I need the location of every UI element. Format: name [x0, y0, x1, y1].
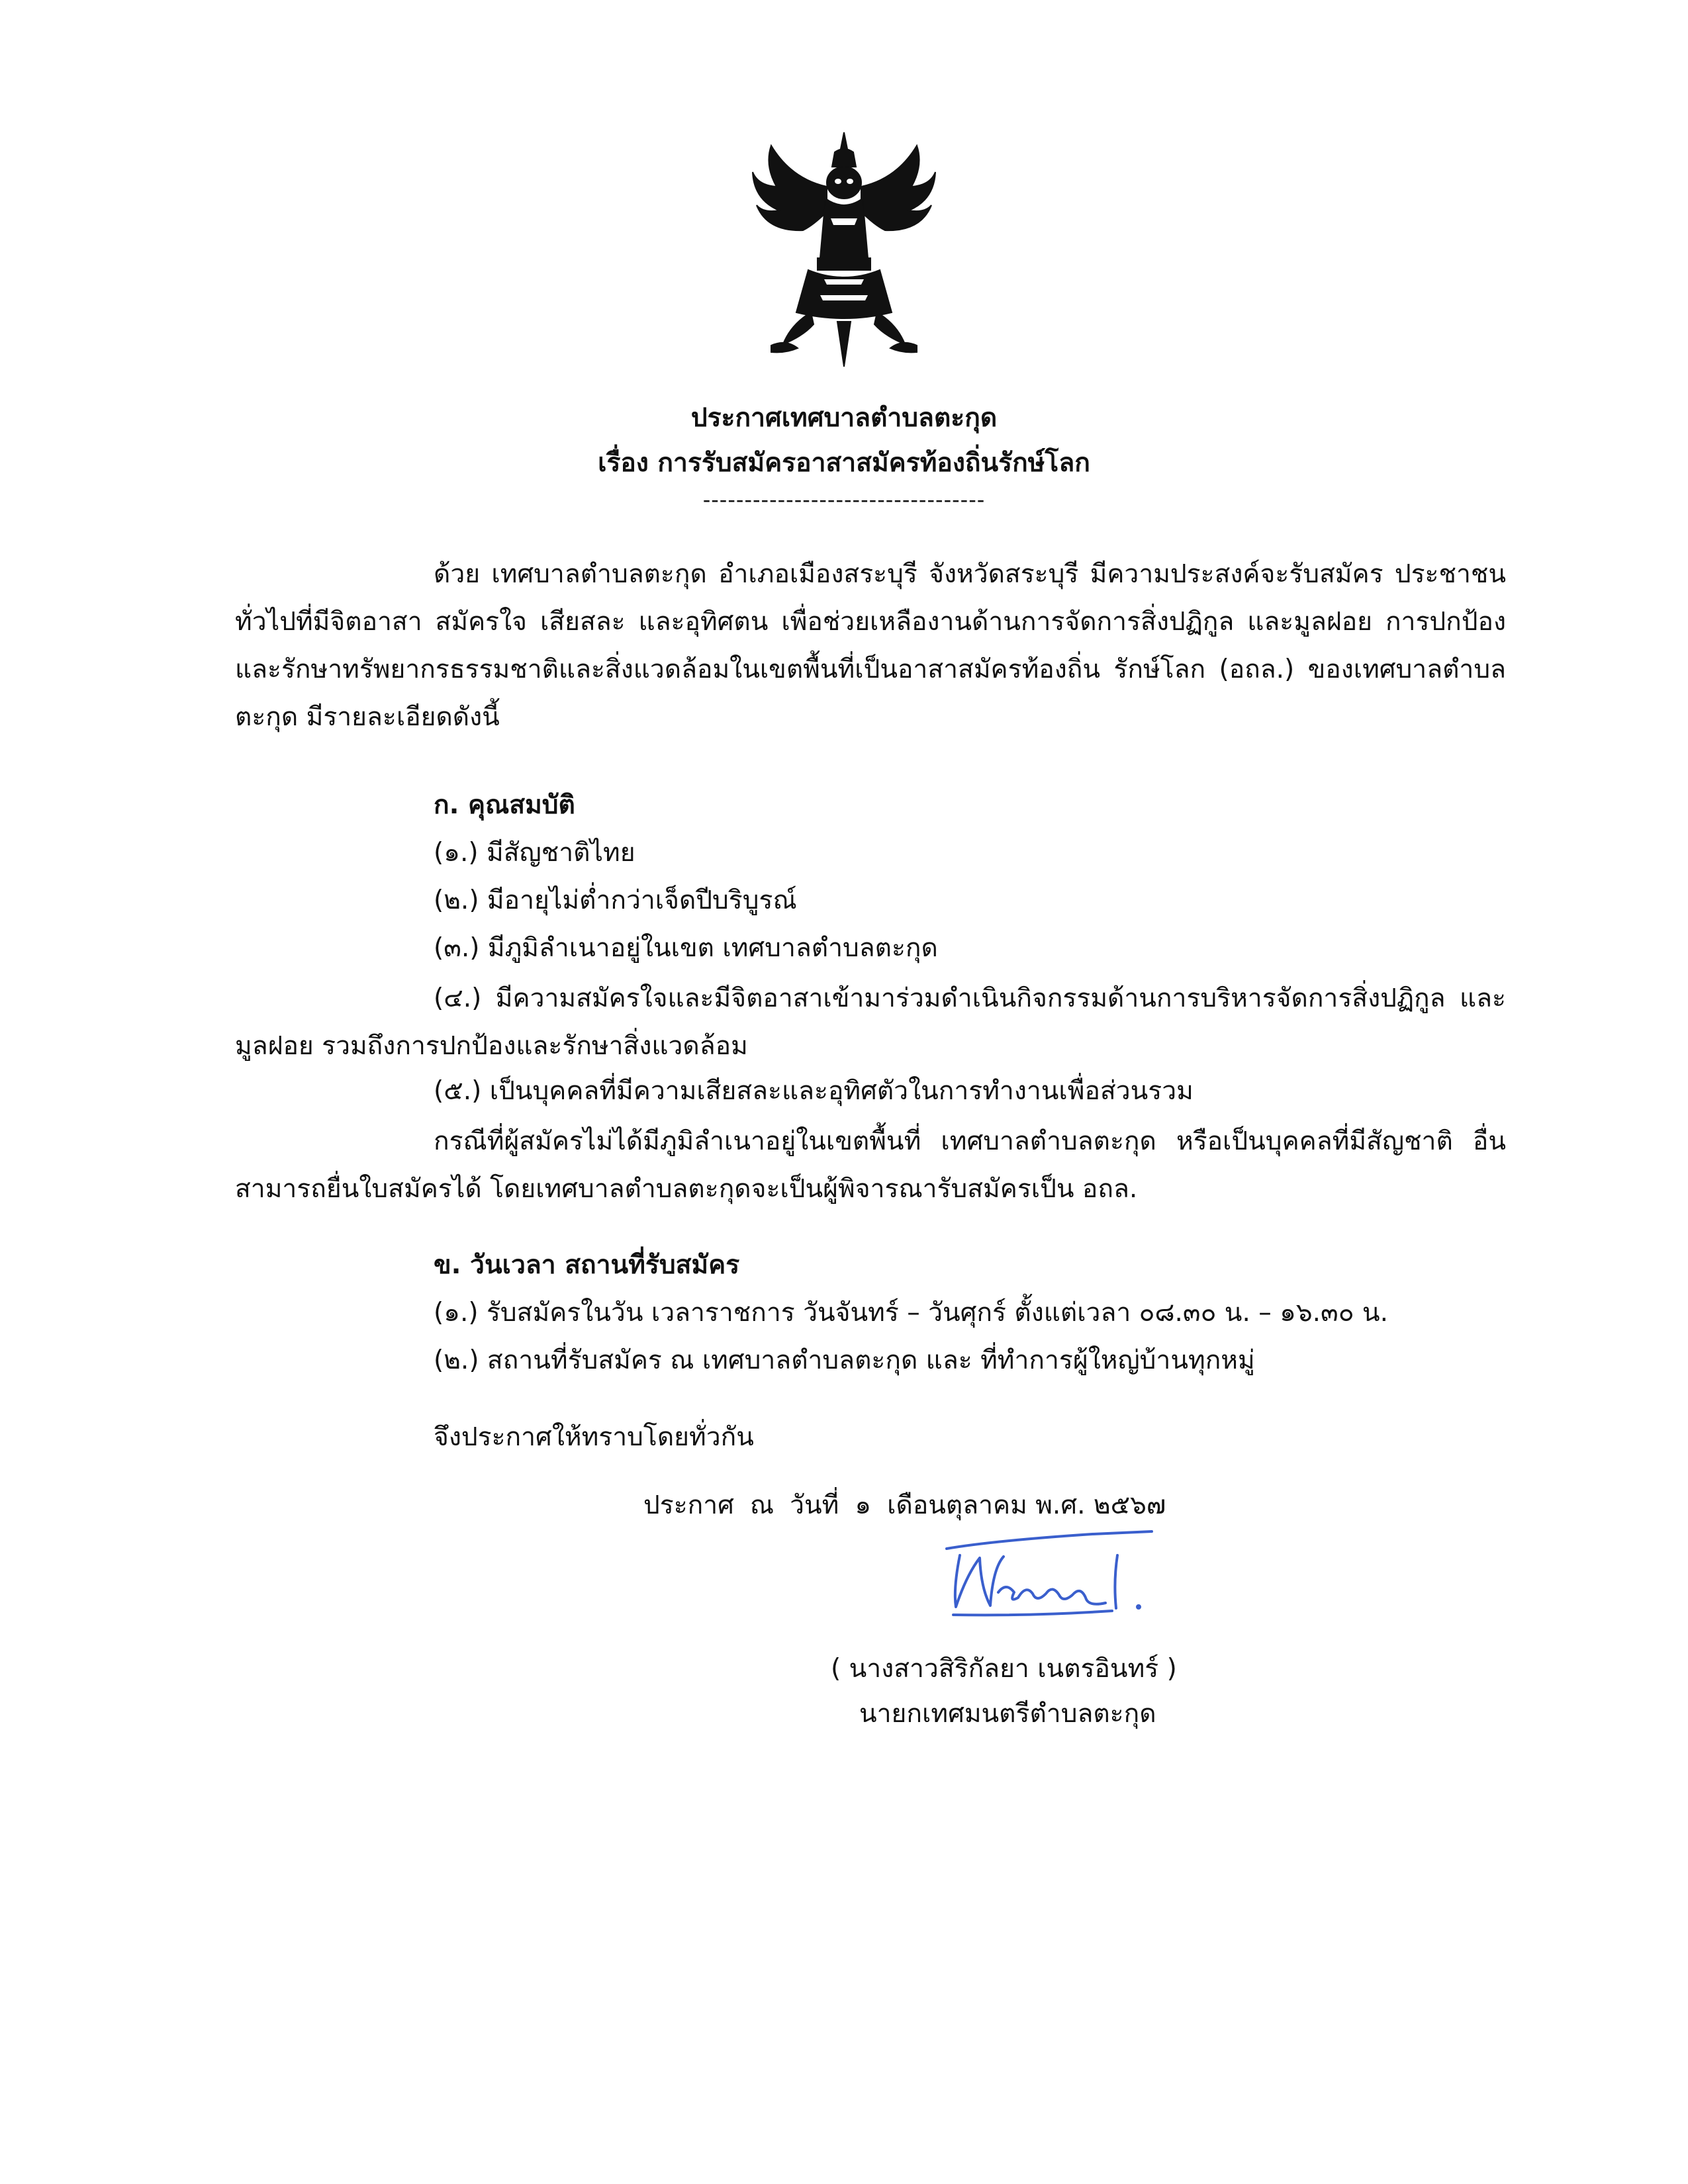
closing-statement: จึงประกาศให้ทราบโดยทั่วกัน: [434, 1422, 754, 1452]
date-day: ๑: [855, 1490, 872, 1520]
signature-icon: [940, 1529, 1158, 1628]
qualification-note-text: กรณีที่ผู้สมัครไม่ได้มีภูมิลำเนาอยู่ในเขตพื้นที่ เทศบาลตำบลตะกุด หรือเป็นบุคคลที่มีสัญชาติ อื่น สามารถยื่นใบสมัครได้ โดยเทศบาลตำบลตะกุดจะเป็นผู้พิจารณารับสมัครเป็น อถล.: [235, 1126, 1506, 1204]
announcement-subject: เรื่อง การรับสมัครอาสาสมัครท้องถิ่นรักษ์โลก: [598, 448, 1090, 478]
date-prefix: ประกาศ: [643, 1490, 734, 1520]
intro-paragraph: [235, 551, 1506, 741]
qualification-item-3: (๓.) มีภูมิลำเนาอยู่ในเขต เทศบาลตำบลตะกุด: [434, 933, 938, 963]
application-item-1: (๑.) รับสมัครในวัน เวลาราชการ วันจันทร์ – วันศุกร์ ตั้งแต่เวลา ๐๘.๓๐ น. – ๑๖.๓๐ น.: [434, 1298, 1388, 1328]
section-a-heading: ก. คุณสมบัติ: [434, 790, 575, 820]
intro-text: ด้วย เทศบาลตำบลตะกุด อำเภอเมืองสระบุรี จังหวัดสระบุรี มีความประสงค์จะรับสมัคร ประชาชนทั่วไปที่มีจิตอาสา สมัครใจ เสียสละ และอุทิศตน เพื่อช่วยเหลืองานด้านการจัดการสิ่งปฏิกูล และมูลฝอย การปกป้อง และรักษาทรัพยากรธรรมชาติและสิ่งแวดล้อมในเขตพื้นที่เป็นอาสาสมัครท้องถิ่น รักษ์โลก (อถล.) ของเทศบาลตำบลตะกุด มีรายละเอียดดังนี้: [235, 559, 1506, 732]
qualification-item-4-text: (๔.) มีความสมัครใจและมีจิตอาสาเข้ามาร่วมดำเนินกิจกรรมด้านการบริหารจัดการสิ่งปฏิกูล และมูลฝอย รวมถึงการปกป้องและรักษาสิ่งแวดล้อม: [235, 983, 1506, 1061]
qualification-item-2: (๒.) มีอายุไม่ต่ำกว่าเจ็ดปีบริบูรณ์: [434, 886, 797, 915]
qualification-item-4: [235, 975, 1506, 1070]
date-day-label: วันที่: [790, 1490, 839, 1520]
application-item-2: (๒.) สถานที่รับสมัคร ณ เทศบาลตำบลตะกุด และ ที่ทำการผู้ใหญ่บ้านทุกหมู่: [434, 1345, 1255, 1375]
qualification-item-5: (๕.) เป็นบุคคลที่มีความเสียสละและอุทิศตัวในการทำงานเพื่อส่วนรวม: [434, 1076, 1194, 1106]
signer-name: ( นางสาวสิริกัลยา เนตรอินทร์ ): [831, 1654, 1177, 1684]
qualification-item-1: (๑.) มีสัญชาติไทย: [434, 838, 635, 868]
qualification-note: [235, 1118, 1506, 1213]
date-month-year: เดือนตุลาคม พ.ศ. ๒๕๖๗: [887, 1490, 1166, 1520]
announcement-title: ประกาศเทศบาลตำบลตะกุด: [690, 403, 998, 433]
date-at: ณ: [749, 1490, 774, 1520]
title-divider: ----------------------------------: [702, 487, 986, 512]
announcement-date: [643, 1484, 1182, 1525]
section-b-heading: ข. วันเวลา สถานที่รับสมัคร: [434, 1250, 740, 1280]
signer-position: นายกเทศมนตรีตำบลตะกุด: [859, 1699, 1156, 1729]
garuda-emblem-icon: [745, 126, 943, 371]
